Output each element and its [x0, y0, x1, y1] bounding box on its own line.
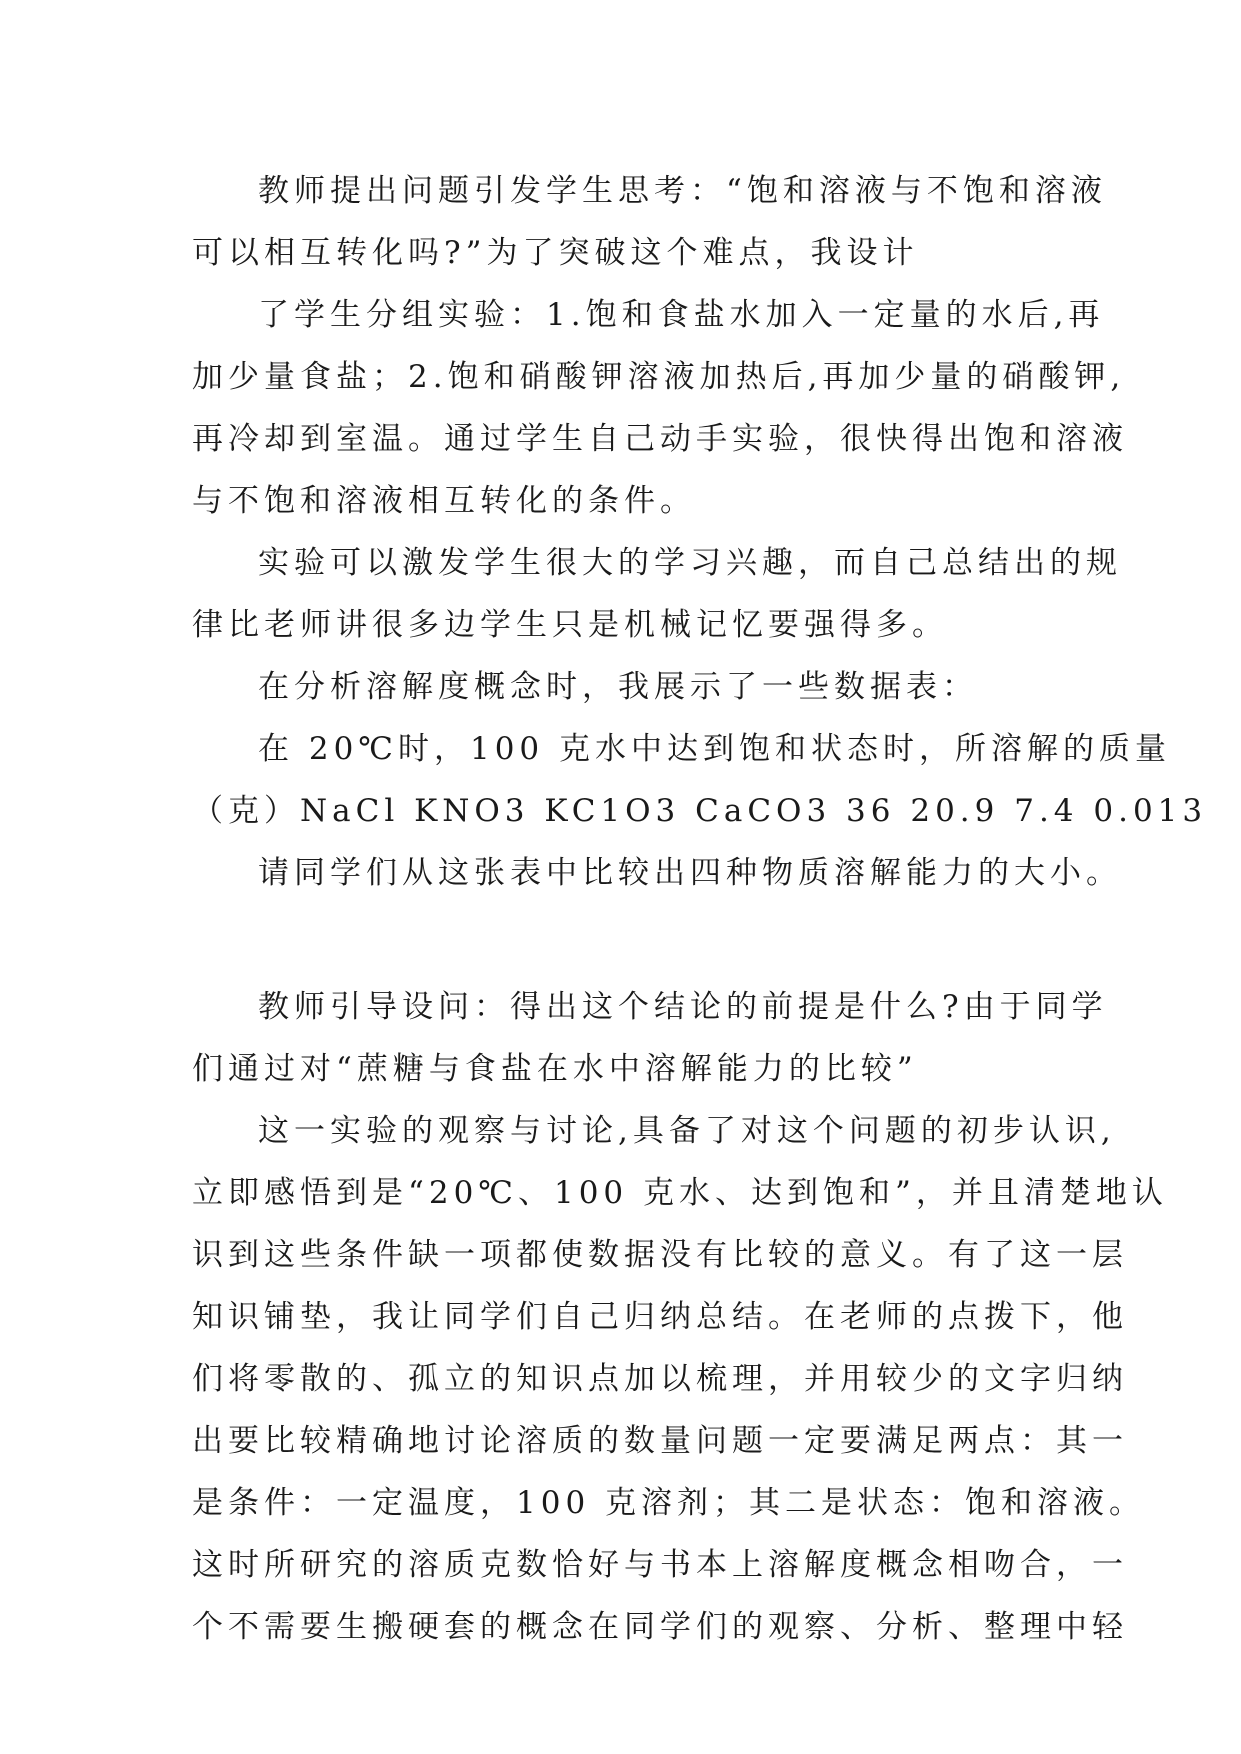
paragraph-line: 是条件：一定温度，100 克溶剂；其二是状态：饱和溶液。 — [192, 1485, 1146, 1521]
paragraph-line: 教师提出问题引发学生思考：“饱和溶液与不饱和溶液 — [258, 173, 1107, 209]
paragraph-line: 律比老师讲很多边学生只是机械记忆要强得多。 — [192, 607, 948, 643]
paragraph-line: 实验可以激发学生很大的学习兴趣，而自己总结出的规 — [258, 545, 1122, 581]
paragraph-line: 教师引导设问：得出这个结论的前提是什么?由于同学 — [258, 989, 1108, 1025]
paragraph-line: 识到这些条件缺一项都使数据没有比较的意义。有了这一层 — [192, 1237, 1128, 1273]
paragraph-line: 与不饱和溶液相互转化的条件。 — [192, 483, 696, 519]
paragraph-line: 在 20℃时，100 克水中达到饱和状态时，所溶解的质量 — [258, 731, 1171, 767]
paragraph-line: 知识铺垫，我让同学们自己归纳总结。在老师的点拨下，他 — [192, 1299, 1128, 1335]
section-gap — [192, 904, 1072, 976]
paragraph-line: 个不需要生搬硬套的概念在同学们的观察、分析、整理中轻 — [192, 1609, 1128, 1645]
paragraph-line: 出要比较精确地讨论溶质的数量问题一定要满足两点：其一 — [192, 1423, 1128, 1459]
paragraph-line: 请同学们从这张表中比较出四种物质溶解能力的大小。 — [258, 855, 1122, 891]
document-body — [192, 160, 1208, 1658]
paragraph-line: 了学生分组实验：1.饱和食盐水加入一定量的水后,再 — [258, 297, 1105, 333]
paragraph-line: 这一实验的观察与讨论,具备了对这个问题的初步认识, — [258, 1113, 1116, 1149]
paragraph-line: 可以相互转化吗?”为了突破这个难点，我设计 — [192, 235, 919, 271]
paragraph-line: 立即感悟到是“20℃、100 克水、达到饱和”，并且清楚地认 — [192, 1175, 1168, 1211]
paragraph-line: 们通过对“蔗糖与食盐在水中溶解能力的比较” — [192, 1051, 918, 1087]
data-table-line: （克）NaCl KNO3 KC1O3 CaCO3 36 20.9 7.4 0.013 — [192, 793, 1208, 829]
paragraph-line: 再冷却到室温。通过学生自己动手实验，很快得出饱和溶液 — [192, 421, 1128, 457]
paragraph-line: 这时所研究的溶质克数恰好与书本上溶解度概念相吻合，一 — [192, 1547, 1128, 1583]
paragraph-line: 加少量食盐；2.饱和硝酸钾溶液加热后,再加少量的硝酸钾, — [192, 359, 1126, 395]
paragraph-line: 在分析溶解度概念时，我展示了一些数据表： — [258, 669, 978, 705]
paragraph-line: 们将零散的、孤立的知识点加以梳理，并用较少的文字归纳 — [192, 1361, 1128, 1397]
